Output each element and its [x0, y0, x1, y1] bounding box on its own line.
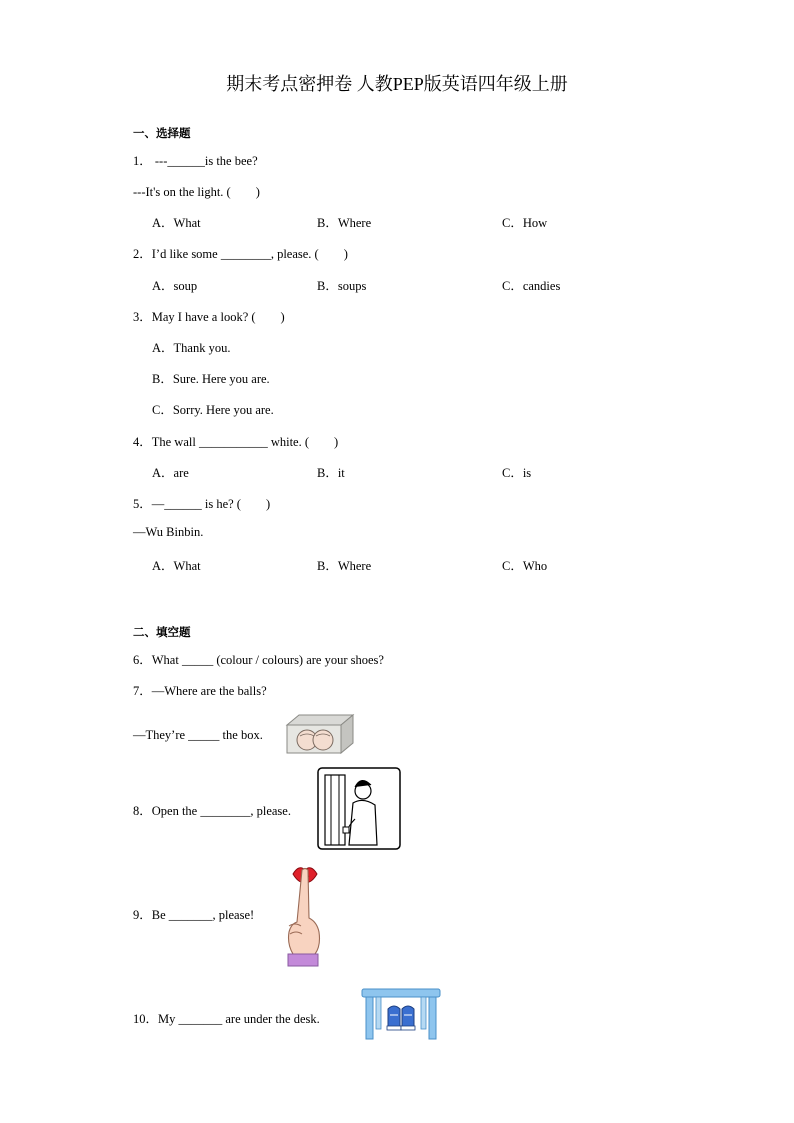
- question-10-stem: 10．My _______ are under the desk.: [133, 1012, 320, 1026]
- question-7-answer-line: —They’re _____ the box.: [133, 728, 263, 742]
- question-5-option-b: B．Where: [317, 559, 372, 573]
- question-5-stem: 5．—______ is he? ( ): [133, 497, 271, 511]
- question-4-option-c: C．is: [502, 466, 532, 480]
- question-4-option-a: A．are: [152, 466, 189, 480]
- question-1-option-b: B．Where: [317, 216, 372, 230]
- question-1-option-c: C．How: [502, 216, 548, 230]
- question-2-option-c: C．candies: [502, 279, 561, 293]
- balls-in-box-illustration: [285, 713, 355, 755]
- question-1-option-a: A．What: [152, 216, 201, 230]
- question-9-stem: 9．Be _______, please!: [133, 908, 255, 922]
- question-2-option-a: A．soup: [152, 279, 198, 293]
- question-7-stem: 7．—Where are the balls?: [133, 684, 267, 698]
- question-2-stem: 2．I’d like some ________, please. ( ): [133, 247, 348, 261]
- question-3-option-c: C．Sorry. Here you are.: [152, 403, 274, 417]
- shoes-under-desk-illustration: [360, 985, 442, 1040]
- question-6-stem: 6．What _____ (colour / colours) are your shoes?: [133, 653, 384, 667]
- door-girl-illustration: [317, 767, 401, 850]
- section-heading-fill: 二、填空题: [133, 625, 191, 639]
- question-2-option-b: B．soups: [317, 279, 367, 293]
- question-4-stem: 4．The wall ___________ white. ( ): [133, 435, 339, 449]
- question-3-option-b: B．Sure. Here you are.: [152, 372, 270, 386]
- question-5-option-c: C．Who: [502, 559, 548, 573]
- quiet-gesture-illustration: [275, 862, 335, 968]
- question-8-stem: 8．Open the ________, please.: [133, 804, 291, 818]
- question-5-answer-line: —Wu Binbin.: [133, 525, 204, 539]
- question-3-stem: 3．May I have a look? ( ): [133, 310, 285, 324]
- page-title: 期末考点密押卷 人教PEP版英语四年级上册: [226, 74, 568, 94]
- section-heading-choice: 一、选择题: [133, 126, 191, 140]
- question-3-option-a: A．Thank you.: [152, 341, 231, 355]
- question-1-stem: 1． ---______is the bee?: [133, 154, 258, 168]
- question-4-option-b: B．it: [317, 466, 345, 480]
- question-5-option-a: A．What: [152, 559, 201, 573]
- question-1-answer-line: ---It's on the light. ( ): [133, 185, 260, 199]
